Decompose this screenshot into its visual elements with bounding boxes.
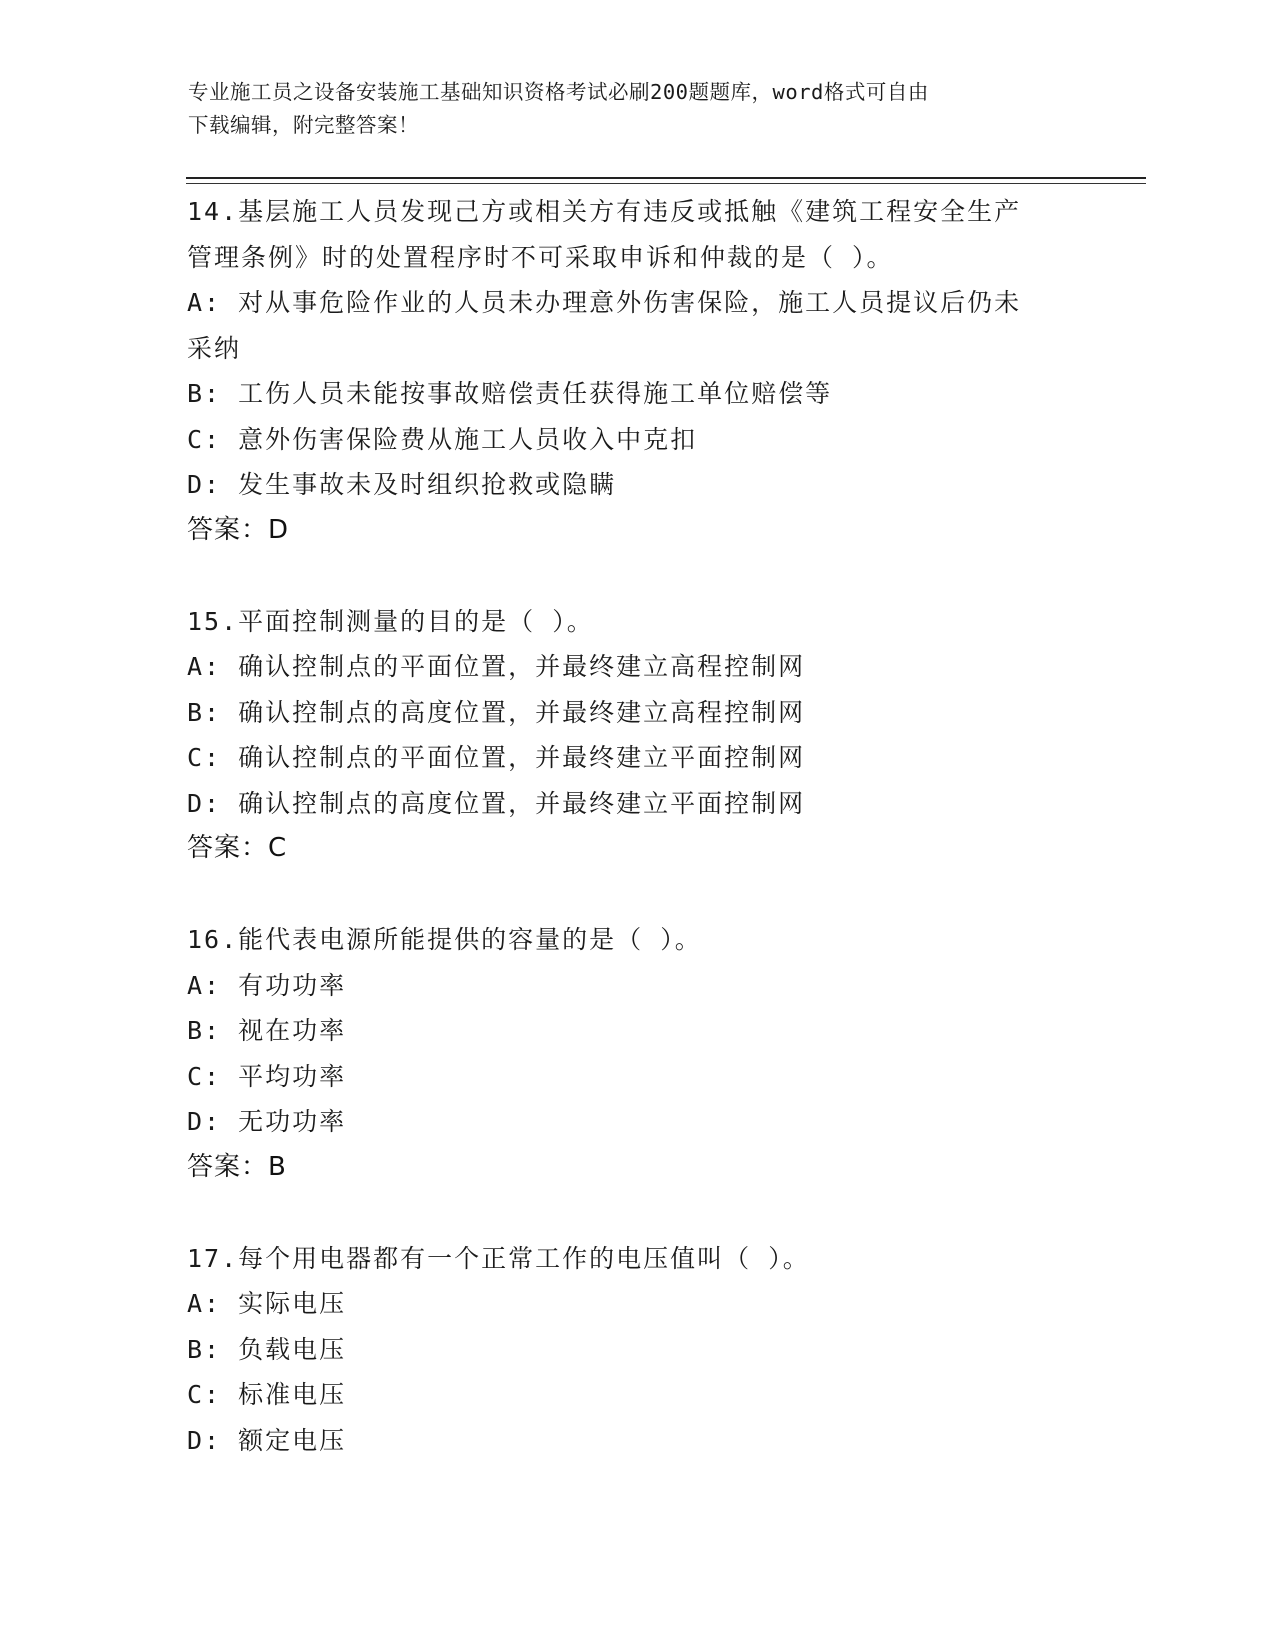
option-a-continued: 采纳 (187, 333, 242, 363)
option-b: B: 工伤人员未能按事故赔偿责任获得施工单位赔偿等 (187, 379, 833, 408)
question-list (187, 189, 1087, 1463)
option-a: A: 有功功率 (187, 970, 347, 1000)
answer: 答案：B (187, 1151, 287, 1182)
option-c: C: 标准电压 (187, 1380, 347, 1409)
header-divider-thick (186, 177, 1146, 179)
option-b: B: 视在功率 (187, 1016, 347, 1045)
header-divider-thin (186, 183, 1146, 184)
option-d: D: 发生事故未及时组织抢救或隐瞒 (187, 470, 617, 499)
option-a: A: 确认控制点的平面位置，并最终建立高程控制网 (187, 652, 806, 681)
question-16 (187, 917, 1087, 1190)
option-c: C: 平均功率 (187, 1061, 347, 1091)
question-stem: 16.能代表电源所能提供的容量的是（ ）。 (187, 925, 702, 954)
question-stem: 17.每个用电器都有一个正常工作的电压值叫（ ）。 (187, 1243, 810, 1273)
question-14 (187, 189, 1087, 553)
option-d: D: 确认控制点的高度位置，并最终建立平面控制网 (187, 788, 806, 818)
question-17 (187, 1236, 1087, 1464)
option-d: D: 无功功率 (187, 1107, 347, 1136)
header-line-2: 下载编辑，附完整答案！ (188, 113, 419, 137)
question-15 (187, 599, 1087, 872)
question-stem: 15.平面控制测量的目的是（ ）。 (187, 606, 594, 636)
option-c: C: 确认控制点的平面位置，并最终建立平面控制网 (187, 743, 806, 772)
document-header (188, 76, 1068, 142)
option-a: A: 实际电压 (187, 1289, 347, 1318)
header-line-1: 专业施工员之设备安装施工基础知识资格考试必刷200题题库，word格式可自由 (188, 80, 929, 104)
option-d: D: 额定电压 (187, 1425, 347, 1455)
answer: 答案：C (187, 833, 288, 863)
option-c: C: 意外伤害保险费从施工人员收入中克扣 (187, 424, 698, 454)
question-stem: 14.基层施工人员发现己方或相关方有违反或抵触《建筑工程安全生产 (187, 197, 1022, 226)
option-b: B: 负载电压 (187, 1334, 347, 1364)
answer: 答案：D (187, 514, 290, 545)
question-stem-continued: 管理条例》时的处置程序时不可采取申诉和仲裁的是（ ）。 (187, 242, 894, 272)
option-a: A: 对从事危险作业的人员未办理意外伤害保险，施工人员提议后仍未 (187, 288, 1022, 317)
option-b: B: 确认控制点的高度位置，并最终建立高程控制网 (187, 697, 806, 727)
